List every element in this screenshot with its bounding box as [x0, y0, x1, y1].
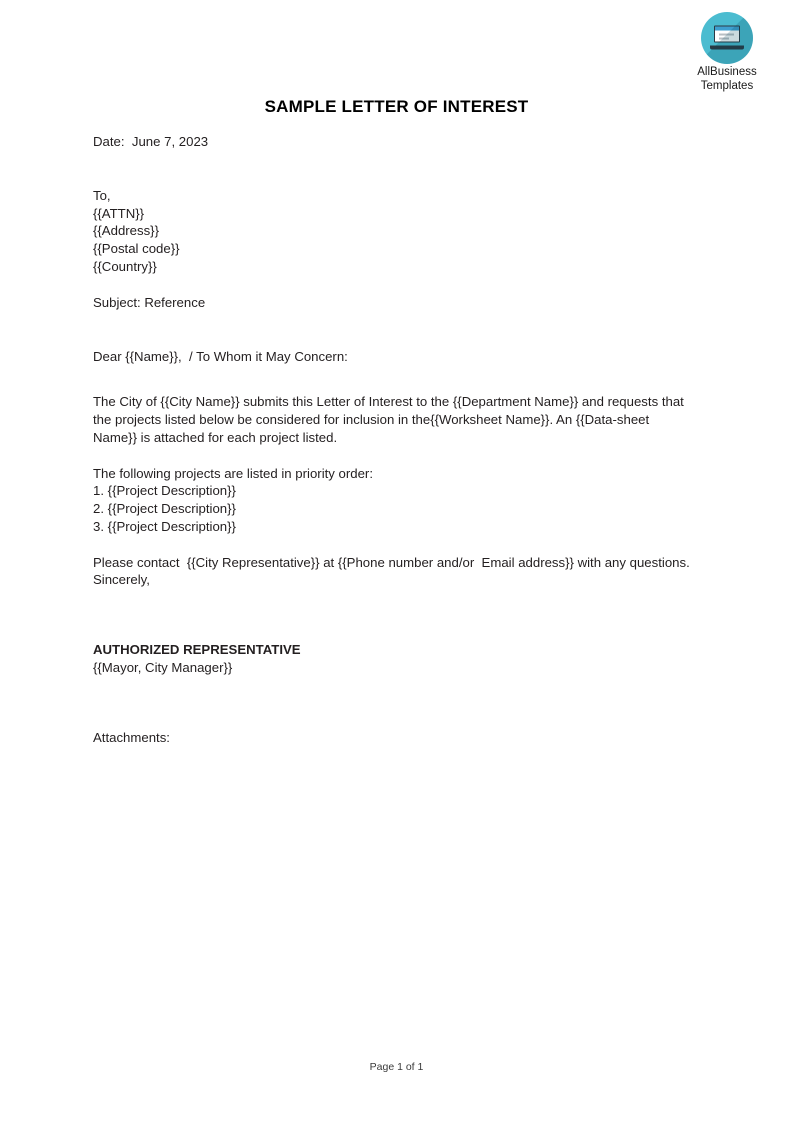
signature-title: AUTHORIZED REPRESENTATIVE: [93, 642, 301, 658]
recipient-to: To,: [93, 187, 111, 203]
spacer: [93, 276, 695, 294]
project-item: 2. {{Project Description}}: [93, 501, 236, 517]
body-paragraph: The City of {{City Name}} submits this Letter of Interest to the {{Department Name}} and requests that the projects listed below be considered for inclusion in the{{Worksheet Name}}. An {{Data-sheet Name}} is attached for each project listed.: [93, 394, 688, 445]
brand-name-line-2: Templates: [700, 79, 754, 92]
date-line: Date: June 7, 2023: [93, 134, 209, 149]
logo-shadow: [701, 12, 753, 64]
project-item: 1. {{Project Description}}: [93, 483, 236, 499]
page-title: SAMPLE LETTER OF INTEREST: [264, 97, 529, 116]
recipient-attn: {{ATTN}}: [93, 205, 145, 221]
letter-body: [93, 133, 695, 747]
subject-line: Subject: Reference: [93, 294, 206, 310]
spacer: [93, 312, 695, 348]
salutation-line: Dear {{Name}}, / To Whom it May Concern:: [93, 348, 348, 364]
attachments-label: Attachments:: [93, 729, 170, 745]
project-item: 3. {{Project Description}}: [93, 518, 236, 534]
spacer: [93, 536, 695, 554]
projects-intro: The following projects are listed in priority order:: [93, 465, 373, 481]
recipient-postal-code: {{Postal code}}: [93, 241, 180, 257]
laptop-icon: [701, 12, 753, 64]
spacer: [93, 151, 695, 187]
spacer: [93, 589, 695, 641]
brand-name-line-1: AllBusiness: [697, 66, 757, 78]
contact-line: Please contact {{City Representative}} at {{Phone number and/or Email address}} with any questions.: [93, 554, 690, 570]
page-footer: Page 1 of 1: [369, 1061, 424, 1073]
spacer: [93, 365, 695, 393]
spacer: [93, 677, 695, 729]
brand-logo: [675, 12, 779, 93]
signature-name: {{Mayor, City Manager}}: [93, 659, 233, 675]
recipient-address: {{Address}}: [93, 223, 159, 239]
recipient-country: {{Country}}: [93, 258, 157, 274]
closing-line: Sincerely,: [93, 572, 150, 588]
spacer: [93, 447, 695, 465]
brand-name: [675, 66, 779, 93]
